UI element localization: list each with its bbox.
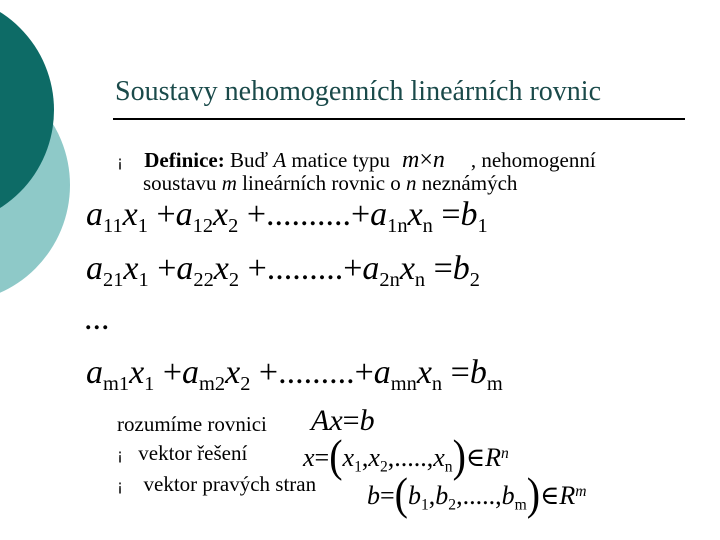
rhs-vector: $b=(b_1,b_2,.....,b_m)\in R^m$ [367,467,587,520]
equation-row-2: $a_{21}x_1 +a_{22}x_2 +.........+a_{2n}x_n =b_2$ [86,250,480,292]
equation-row-m: $a_{m1}x_1 +a_{m2}x_2 +.........+a_{mn}x_n =b_m$ [86,354,503,396]
slide-title: Soustavy nehomogenních lineárních rovnic [115,76,601,107]
definition-line-1: ¡ Definice: Buď A matice typu m×n , nehomogenní [117,147,596,173]
title-underline [113,118,685,120]
bullet-icon: ¡ [117,477,124,495]
rhs-item: ¡ vektor pravých stran [117,472,317,496]
equation-row-1: $a_{11}x_1 +a_{12}x_2 +..........+a_{1n}x_n =b_1$ [86,196,488,238]
axb-equation: Ax=b [311,404,375,437]
intro-text: rozumíme rovnici [117,412,267,436]
type-m-x-n: m×n [401,147,445,173]
solution-vector: $x=(x_1,x_2,.....,x_n)\in R^n$ [303,429,509,482]
decorative-circles [0,0,80,300]
definition-label: Definice: [144,148,225,172]
definition-line-2: soustavu m lineárních rovnic o n neznámých [143,171,518,195]
bullet-icon: ¡ [117,446,124,464]
solution-item: ¡ vektor řešení [117,441,248,465]
equation-ellipsis: ... [84,300,110,337]
bullet-icon: ¡ [117,153,124,171]
